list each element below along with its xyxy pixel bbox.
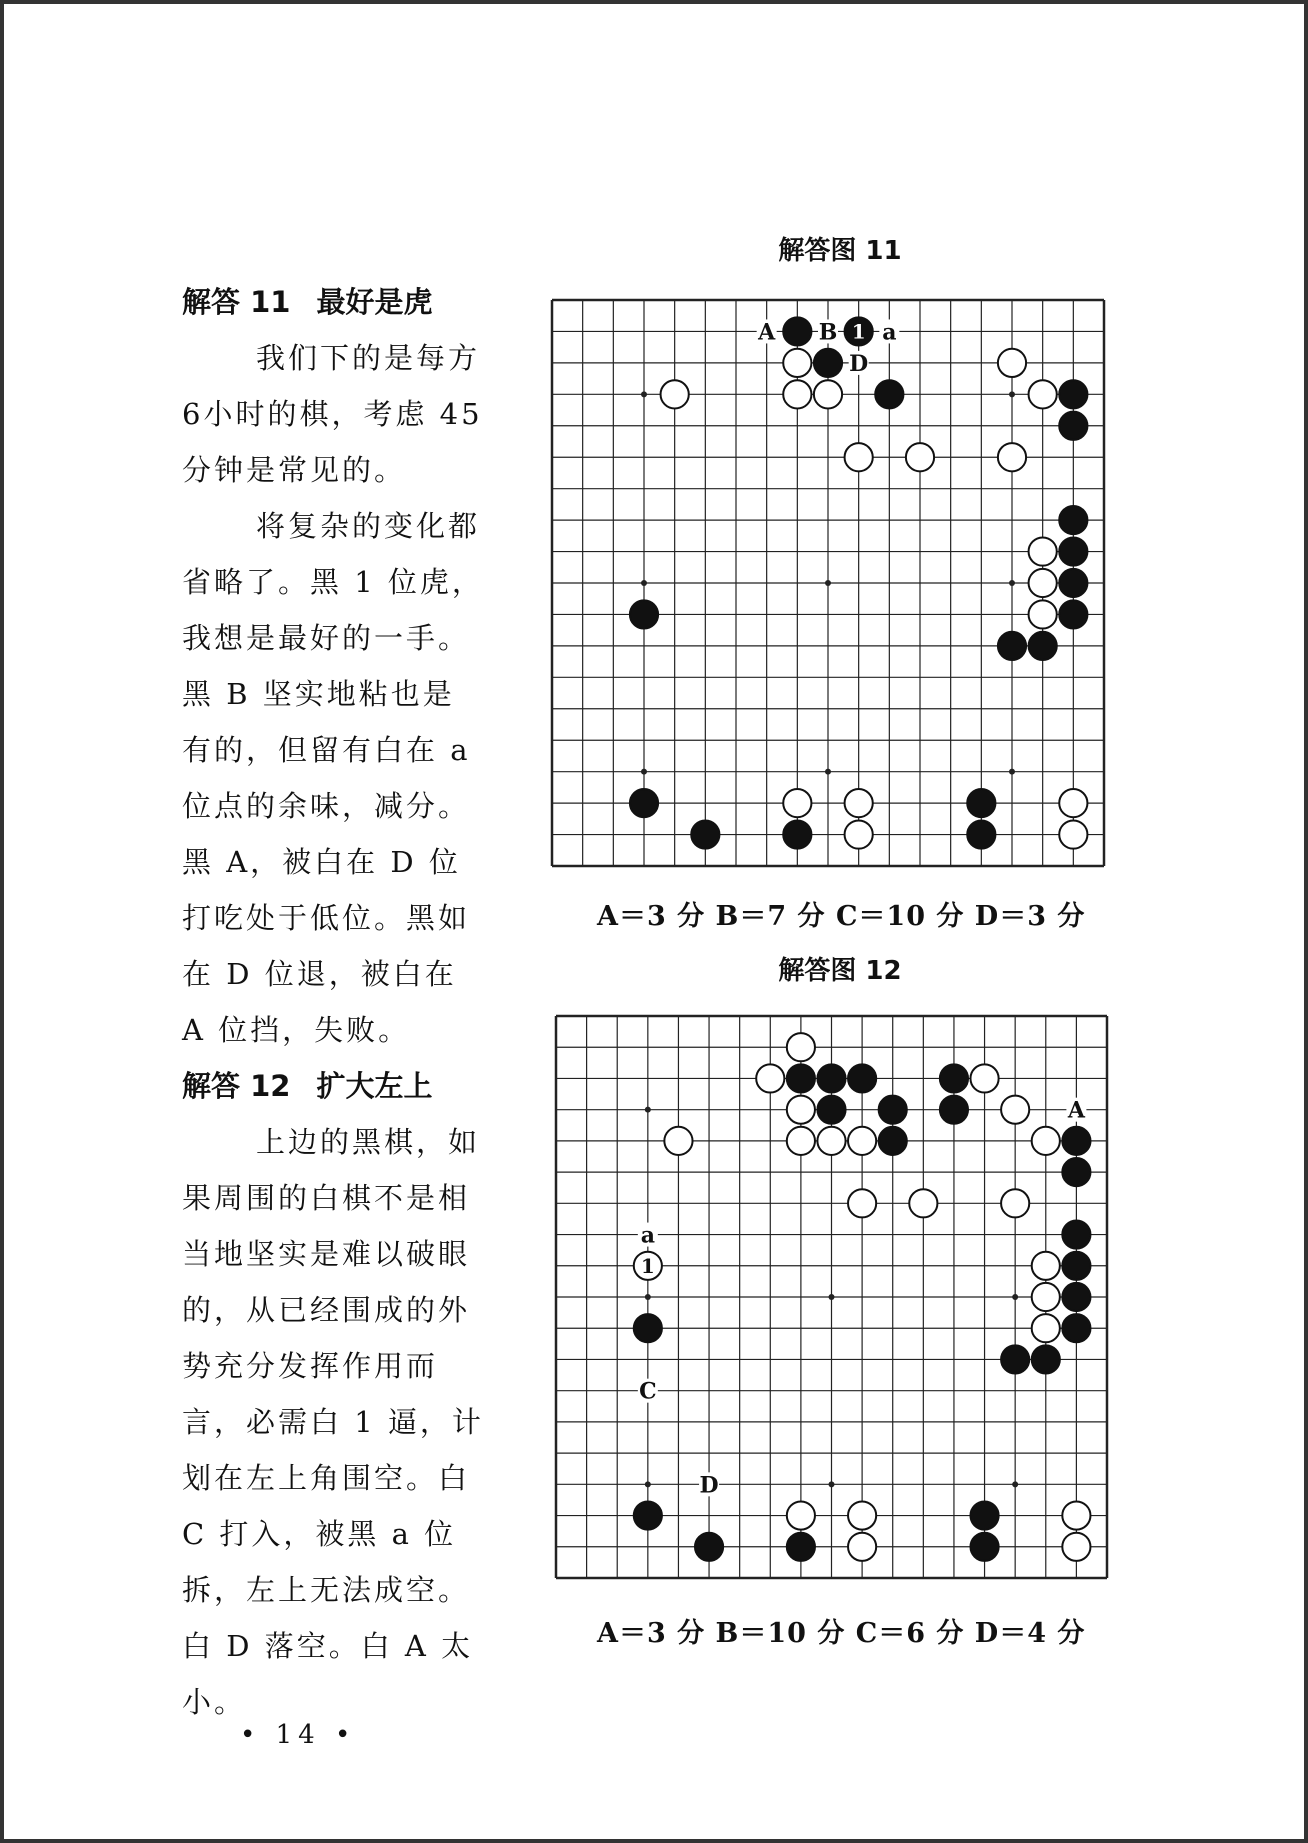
black-stone	[940, 1096, 968, 1124]
white-stone	[787, 1127, 815, 1155]
white-stone	[1062, 1533, 1090, 1561]
black-stone	[787, 1064, 815, 1092]
star-point	[1009, 769, 1015, 775]
text-line: 上边的黑棋，如	[256, 1125, 481, 1159]
black-stone	[691, 820, 719, 848]
black-stone	[1062, 1158, 1090, 1186]
text-line: 我们下的是每方	[256, 341, 481, 375]
text-line: 黑 A，被白在 D 位	[182, 845, 461, 879]
text-line: 位点的余味，减分。	[182, 789, 471, 823]
black-stone	[940, 1064, 968, 1092]
black-stone	[967, 820, 995, 848]
black-stone	[1059, 600, 1087, 628]
answer-11-number: 解答 11	[182, 285, 291, 319]
white-stone	[906, 443, 934, 471]
text-line: 当地坚实是难以破眼	[182, 1237, 471, 1271]
white-stone	[1032, 1252, 1060, 1280]
white-stone	[664, 1127, 692, 1155]
black-stone	[783, 317, 811, 345]
text-line: 白 D 落空。白 A 太	[182, 1629, 474, 1663]
answer-12-heading	[182, 1058, 512, 1114]
white-stone	[1001, 1189, 1029, 1217]
white-stone	[1029, 380, 1057, 408]
black-stone	[875, 380, 903, 408]
star-point	[641, 391, 647, 397]
white-stone	[1029, 569, 1057, 597]
white-stone	[998, 443, 1026, 471]
text-line: 有的，但留有白在 a	[182, 733, 471, 767]
black-stone	[634, 1501, 662, 1529]
star-point	[1012, 1294, 1018, 1300]
figure-12-scores: A＝3 分 B＝10 分 C＝6 分 D＝4 分	[597, 1618, 1086, 1649]
text-line: 在 D 位退，被白在	[182, 957, 457, 991]
text-line: 的，从已经围成的外	[182, 1293, 471, 1327]
text-line: C 打入，被黑 a 位	[182, 1517, 457, 1551]
text-line: A 位挡，失败。	[182, 1013, 411, 1047]
star-point	[829, 1294, 835, 1300]
figure-11-scores: A＝3 分 B＝7 分 C＝10 分 D＝3 分	[597, 901, 1086, 932]
white-stone	[845, 789, 873, 817]
white-stone	[787, 1501, 815, 1529]
page-number: • 14 •	[240, 1720, 357, 1750]
black-stone	[787, 1533, 815, 1561]
white-stone	[848, 1127, 876, 1155]
black-stone	[814, 349, 842, 377]
star-point	[645, 1294, 651, 1300]
stone-number: 1	[851, 319, 866, 344]
white-stone	[848, 1189, 876, 1217]
black-stone	[1059, 506, 1087, 534]
black-stone	[1062, 1283, 1090, 1311]
black-stone	[879, 1096, 907, 1124]
black-stone	[1059, 569, 1087, 597]
black-stone	[634, 1314, 662, 1342]
text-line: 势充分发挥作用而	[182, 1349, 439, 1383]
white-stone	[756, 1064, 784, 1092]
white-stone	[783, 789, 811, 817]
star-point	[641, 580, 647, 586]
text-line: 黑 B 坚实地粘也是	[182, 677, 455, 711]
text-line: 省略了。黑 1 位虎，	[182, 565, 484, 599]
star-point	[825, 769, 831, 775]
go-board-figure-11	[552, 300, 1104, 866]
white-stone	[817, 1127, 845, 1155]
black-stone	[695, 1533, 723, 1561]
white-stone	[661, 380, 689, 408]
white-stone	[848, 1533, 876, 1561]
text-line: 分钟是常见的。	[182, 453, 407, 487]
white-stone	[787, 1033, 815, 1061]
black-stone	[1059, 412, 1087, 440]
board-label: D	[849, 350, 869, 377]
black-stone	[1062, 1220, 1090, 1248]
black-stone	[998, 632, 1026, 660]
black-stone	[970, 1501, 998, 1529]
board-label: A	[1067, 1097, 1085, 1124]
black-stone	[848, 1064, 876, 1092]
text-line: 果周围的白棋不是相	[182, 1181, 471, 1215]
white-stone	[1029, 537, 1057, 565]
text-line: 将复杂的变化都	[256, 509, 481, 543]
text-line: 我想是最好的一手。	[182, 621, 471, 655]
white-stone	[909, 1189, 937, 1217]
white-stone	[998, 349, 1026, 377]
black-stone	[1059, 537, 1087, 565]
white-stone	[1032, 1314, 1060, 1342]
black-stone	[879, 1127, 907, 1155]
stone-number: 1	[640, 1253, 655, 1278]
white-stone	[970, 1064, 998, 1092]
figure-12-title: 解答图 12	[778, 956, 902, 986]
black-stone	[630, 789, 658, 817]
text-line: 划在左上角围空。白	[182, 1461, 471, 1495]
white-stone	[1059, 820, 1087, 848]
black-stone	[783, 820, 811, 848]
board-label: C	[639, 1378, 657, 1405]
black-stone	[817, 1096, 845, 1124]
white-stone	[783, 349, 811, 377]
black-stone	[1001, 1345, 1029, 1373]
text-line: 拆，左上无法成空。	[182, 1573, 471, 1607]
board-label: A	[758, 319, 776, 346]
star-point	[645, 1107, 651, 1113]
star-point	[825, 580, 831, 586]
star-point	[645, 1481, 651, 1487]
black-stone	[1059, 380, 1087, 408]
white-stone	[848, 1501, 876, 1529]
answer-11-heading	[182, 274, 512, 330]
black-stone	[1029, 632, 1057, 660]
go-board-figure-12	[556, 1016, 1107, 1578]
board-label: D	[699, 1472, 719, 1499]
figure-11-title: 解答图 11	[778, 236, 902, 266]
star-point	[1009, 580, 1015, 586]
white-stone	[1032, 1127, 1060, 1155]
white-stone	[1059, 789, 1087, 817]
text-line: 6小时的棋，考虑 45	[182, 397, 483, 431]
black-stone	[1062, 1314, 1090, 1342]
black-stone	[1062, 1127, 1090, 1155]
answer-11-title: 最好是虎	[316, 285, 433, 319]
black-stone	[967, 789, 995, 817]
left-text-column	[182, 274, 512, 1730]
black-stone	[630, 600, 658, 628]
answer-12-number: 解答 12	[182, 1069, 291, 1103]
black-stone	[1062, 1252, 1090, 1280]
star-point	[1009, 391, 1015, 397]
black-stone	[970, 1533, 998, 1561]
star-point	[1012, 1481, 1018, 1487]
text-line: 言，必需白 1 逼，计	[182, 1405, 484, 1439]
white-stone	[1062, 1501, 1090, 1529]
star-point	[641, 769, 647, 775]
black-stone	[817, 1064, 845, 1092]
white-stone	[787, 1096, 815, 1124]
board-label: a	[640, 1222, 655, 1249]
text-line: 打吃处于低位。黑如	[182, 901, 471, 935]
text-line: 小。	[182, 1685, 247, 1719]
board-label: B	[818, 319, 838, 346]
white-stone	[845, 820, 873, 848]
board-label: a	[882, 319, 897, 346]
white-stone	[783, 380, 811, 408]
white-stone	[845, 443, 873, 471]
star-point	[829, 1481, 835, 1487]
white-stone	[1001, 1096, 1029, 1124]
white-stone	[814, 380, 842, 408]
answer-12-title: 扩大左上	[316, 1069, 433, 1103]
white-stone	[1029, 600, 1057, 628]
white-stone	[1032, 1283, 1060, 1311]
black-stone	[1032, 1345, 1060, 1373]
